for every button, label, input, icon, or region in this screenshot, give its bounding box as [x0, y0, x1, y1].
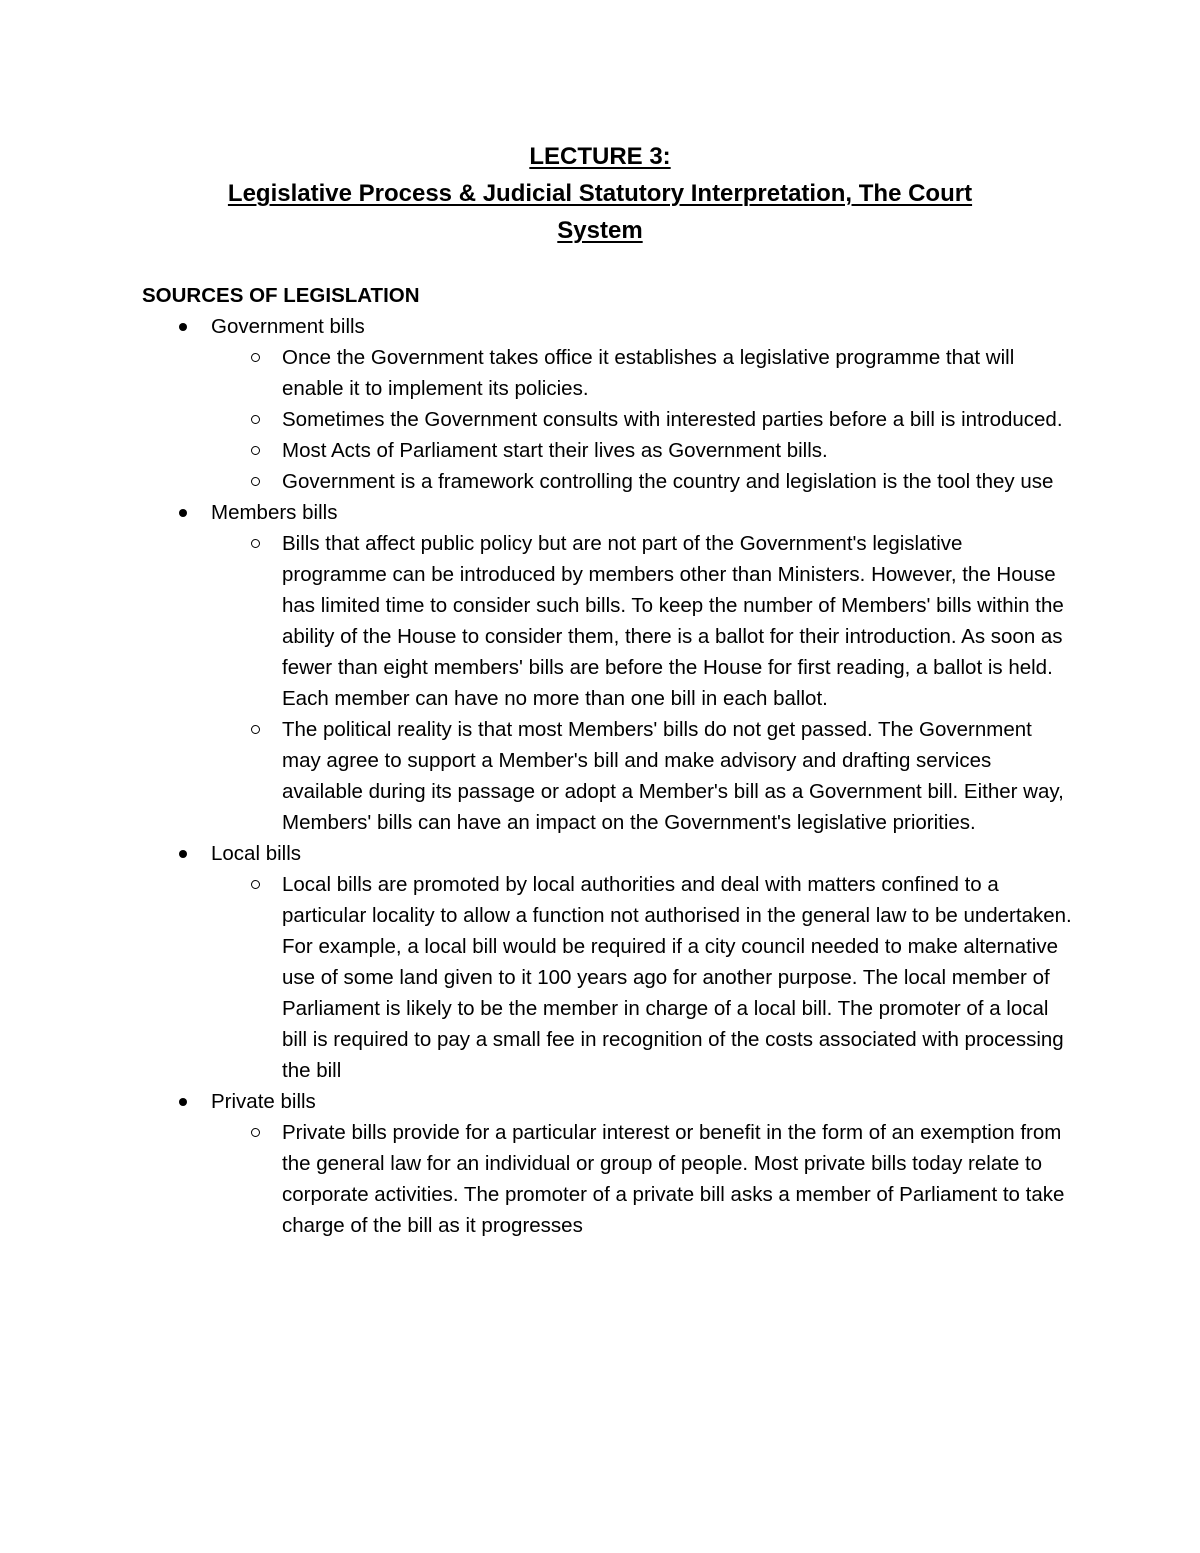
list-item-label: Private bills — [211, 1090, 316, 1113]
hollow-bullet-icon — [251, 446, 260, 455]
sub-list-item — [211, 466, 1072, 497]
filled-bullet-icon — [179, 1098, 187, 1106]
sub-list-item-text: Bills that affect public policy but are not part of the Government's legislative programme can be introduced by members other than Ministers. However, the House has limited time to consider such bills. To keep the number of Members' bills within the ability of the House to consider them, there is a ballot for their introduction. As soon as fewer than eight members' bills are before the House for first reading, a ballot is held. Each member can have no more than one bill in each ballot. — [282, 532, 1064, 710]
filled-bullet-icon — [179, 850, 187, 858]
sub-list-item — [211, 342, 1072, 404]
filled-bullet-icon — [179, 509, 187, 517]
list-item-label: Local bills — [211, 842, 302, 865]
sub-list-item — [211, 528, 1072, 714]
hollow-bullet-icon — [251, 725, 260, 734]
list-item-government-bills — [0, 311, 1200, 497]
hollow-bullet-icon — [251, 477, 260, 486]
sub-list — [211, 1117, 1200, 1241]
bill-types-list — [0, 311, 1200, 1241]
sub-list-item — [211, 714, 1072, 838]
sub-list-item — [211, 869, 1072, 1086]
hollow-bullet-icon — [251, 415, 260, 424]
sub-list-item-text: The political reality is that most Members' bills do not get passed. The Government may agree to support a Member's bill and make advisory and drafting services available during its passage or adopt a Member's bill as a Government bill. Either way, Members' bills can have an impact on the Government's legislative priorities. — [282, 718, 1064, 834]
sub-list-item-text: Government is a framework controlling the country and legislation is the tool they use — [282, 470, 1054, 493]
hollow-bullet-icon — [251, 880, 260, 889]
title-line-3: System — [557, 217, 643, 244]
hollow-bullet-icon — [251, 353, 260, 362]
hollow-bullet-icon — [251, 539, 260, 548]
sub-list-item-text: Most Acts of Parliament start their lives as Government bills. — [282, 439, 828, 462]
sub-list-item-text: Sometimes the Government consults with interested parties before a bill is introduced. — [282, 408, 1063, 431]
filled-bullet-icon — [179, 323, 187, 331]
sub-list — [211, 528, 1200, 838]
sub-list-item — [211, 404, 1072, 435]
list-item-private-bills — [0, 1086, 1200, 1241]
list-item-label: Members bills — [211, 501, 338, 524]
sub-list-item-text: Local bills are promoted by local authorities and deal with matters confined to a particular locality to allow a function not authorised in the general law to be undertaken. For example, a local bill would be required if a city council needed to make alternative use of some land given to it 100 years ago for another purpose. The local member of Parliament is likely to be the member in charge of a local bill. The promoter of a local bill is required to pay a small fee in recognition of the costs associated with processing the bill — [282, 873, 1072, 1082]
section-heading: SOURCES OF LEGISLATION — [142, 284, 420, 307]
title-line-1: LECTURE 3: — [529, 143, 671, 170]
title-line-2: Legislative Process & Judicial Statutory Interpretation, The Court — [227, 180, 973, 207]
sub-list — [211, 342, 1200, 497]
sub-list-item — [211, 435, 1072, 466]
list-item-members-bills — [0, 497, 1200, 838]
sub-list — [211, 869, 1200, 1086]
sub-list-item — [211, 1117, 1072, 1241]
list-item-local-bills — [0, 838, 1200, 1086]
hollow-bullet-icon — [251, 1128, 260, 1137]
list-item-label: Government bills — [211, 315, 365, 338]
sub-list-item-text: Once the Government takes office it establishes a legislative programme that will enable it to implement its policies. — [282, 346, 1015, 400]
sub-list-item-text: Private bills provide for a particular interest or benefit in the form of an exemption from the general law for an individual or group of people. Most private bills today relate to corporate activities. The promoter of a private bill asks a member of Parliament to take charge of the bill as it progresses — [282, 1121, 1065, 1237]
document-title — [150, 138, 1050, 249]
